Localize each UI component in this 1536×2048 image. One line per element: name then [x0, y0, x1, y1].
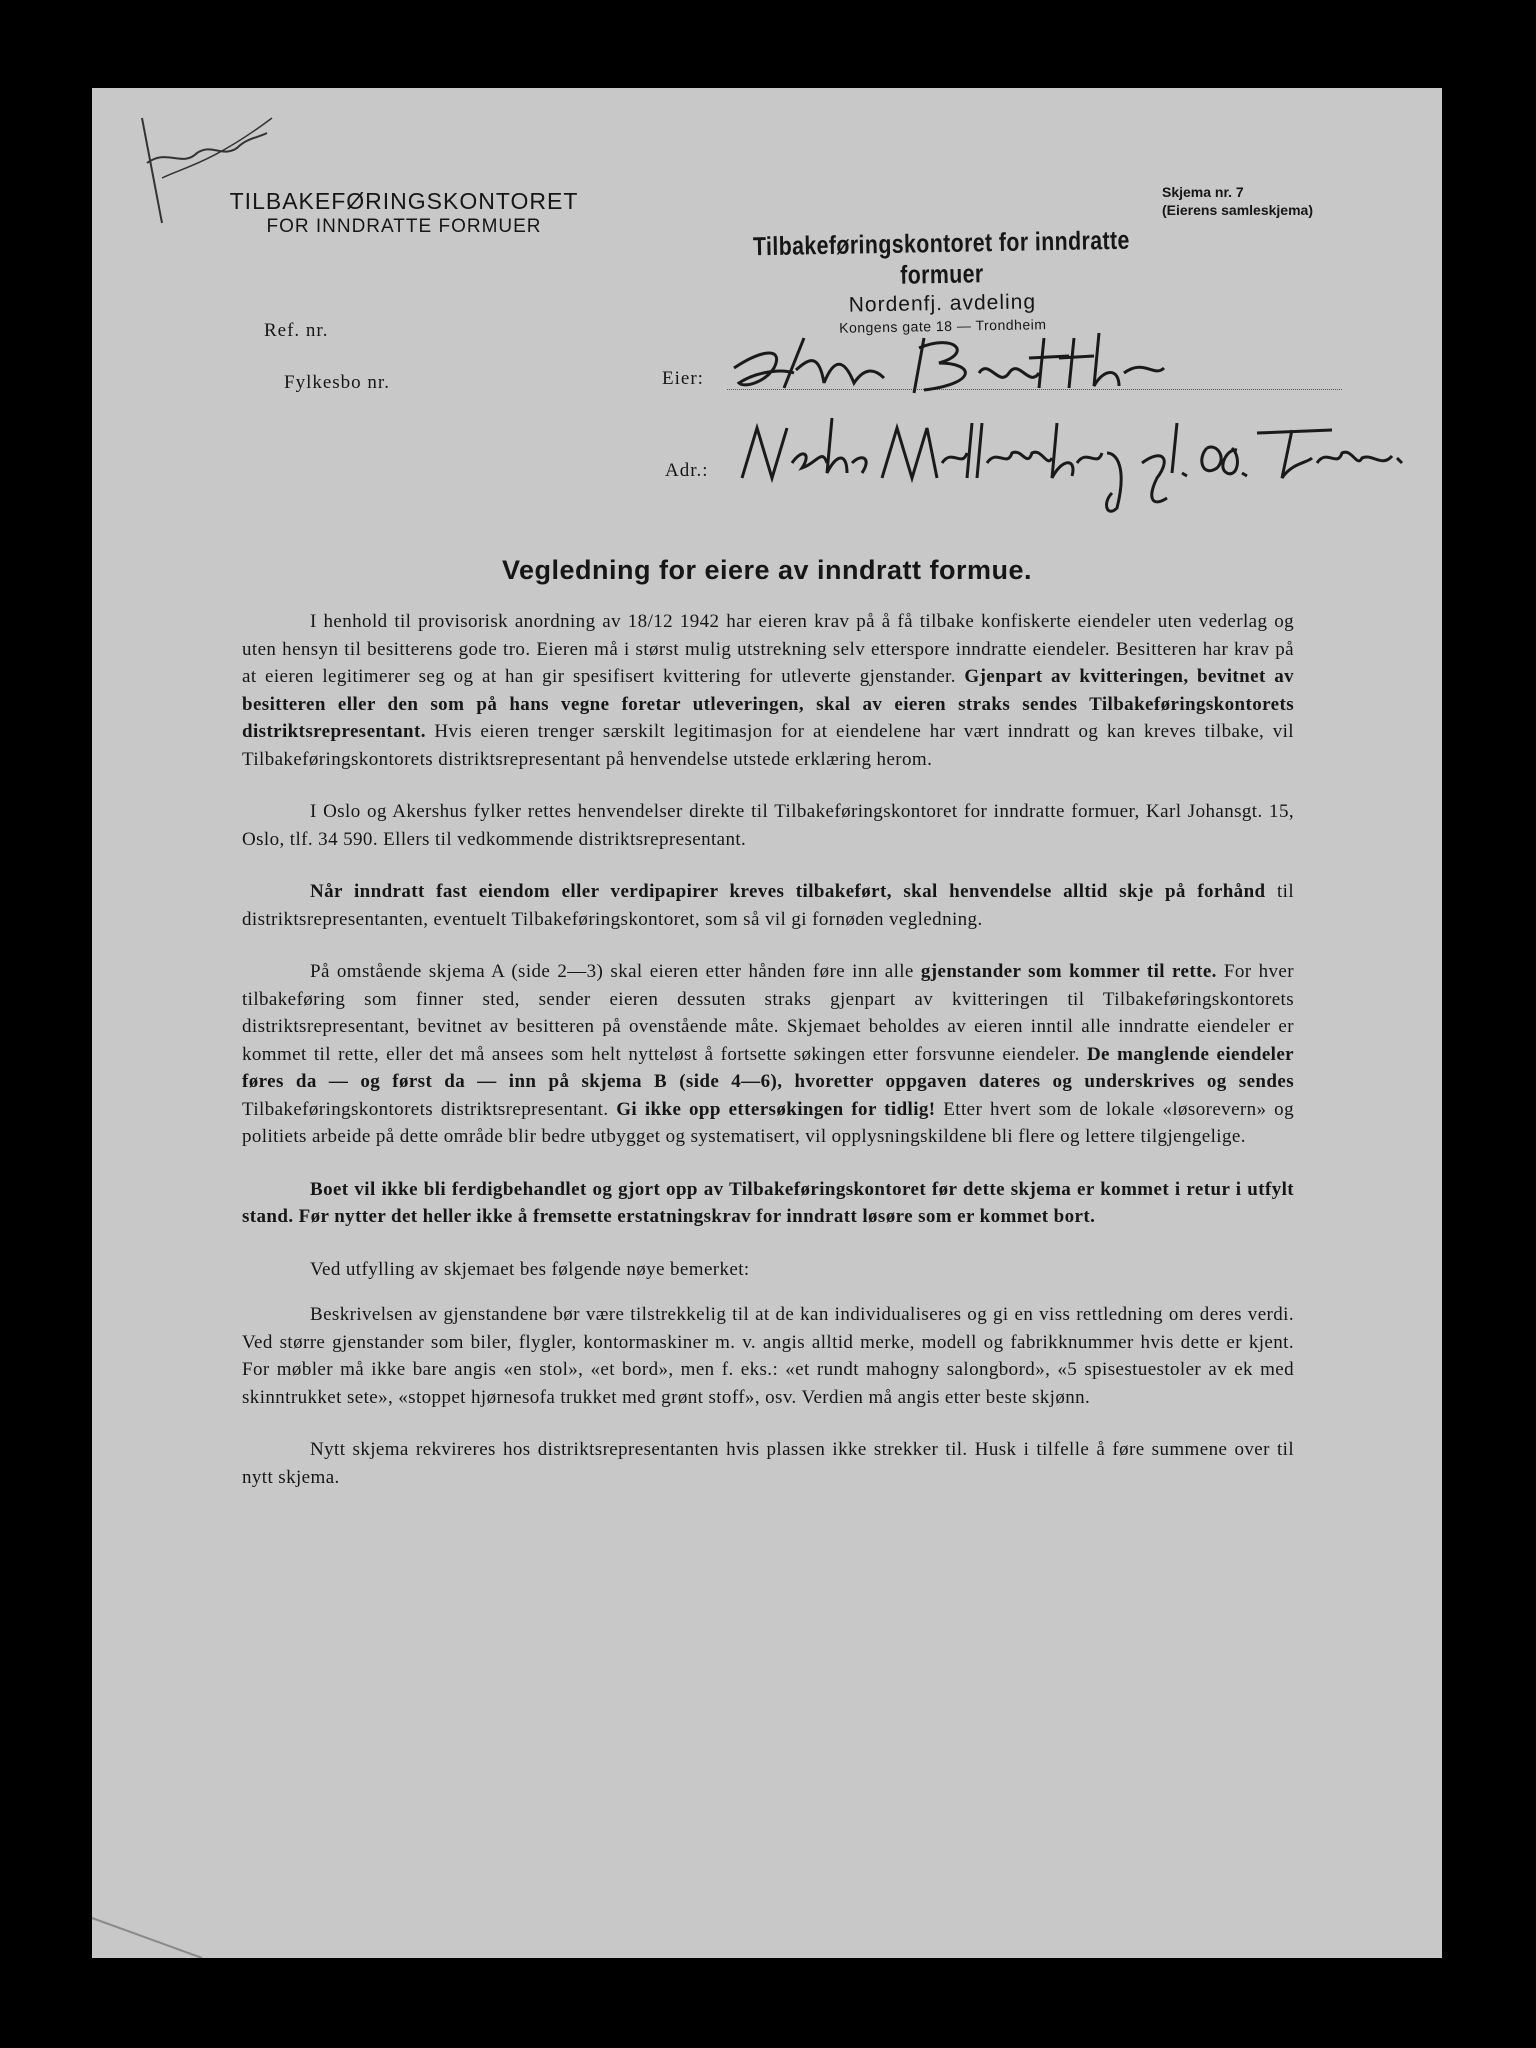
- ref-number-label: Ref. nr.: [264, 320, 329, 341]
- paragraph-1-text-c: Hvis eieren trenger særskilt legitimasjon for at eiendelene har vært inndratt og kan kreves tilbake, vil Tilbakeføringskontorets distriktsrepresentant på henvendelse utstede erklæring herom.: [242, 721, 1294, 770]
- office-name-line2: FOR INNDRATTE FORMUER: [266, 216, 542, 237]
- paragraph-4-emphasis-b: gjenstander som kommer til rette.: [920, 961, 1217, 982]
- paragraph-8: [242, 1436, 1294, 1491]
- paragraph-6: [242, 1256, 1294, 1284]
- paragraph-4-text-e: Tilbakeføringskontorets distriktsrepresentant.: [242, 1098, 617, 1120]
- owner-label: Eier:: [662, 368, 704, 389]
- office-stamp: [661, 223, 1223, 339]
- paragraph-4-text-a: På omstående skjema A (side 2—3) skal eieren etter hånden føre inn alle: [310, 961, 921, 982]
- paragraph-5-emphasis: Boet vil ikke bli ferdigbehandlet og gjort opp av Tilbakeføringskontoret før dette skjema er kommet i retur i utfylt stand. Før nytter det heller ikke å fremsette erstatningskrav for inndratt løsøre som er kommet bort.: [242, 1178, 1294, 1227]
- paragraph-1-text-a: I henhold til provisorisk anordning av 18/12 1942 har eieren krav på å få tilbake konfiskerte eiendeler uten vederlag og uten hensyn til besitterens gode tro. Eieren må i størst mulig utstrekning selv etterspore inndratte eiendeler. Besitteren har krav på at eieren legitimerer seg og at han gir spesifisert kvittering for utleverte gjenstander.: [242, 611, 1294, 687]
- stamp-line3: Kongens gate 18 — Trondheim: [839, 316, 1047, 336]
- paragraph-8-text: Nytt skjema rekvireres hos distriktsrepresentanten hvis plassen ikke strekker til. Husk i tilfelle å føre summene over til nytt skjema.: [242, 1439, 1294, 1488]
- paragraph-7: [242, 1301, 1294, 1411]
- paragraph-6-text: Ved utfylling av skjemaet bes følgende nøye bemerket:: [310, 1258, 750, 1280]
- paragraph-7-text: Beskrivelsen av gjenstandene bør være tilstrekkelig til at de kan individualiseres og gi en viss rettledning om deres verdi. Ved større gjenstander som biler, flygler, kontormaskiner m. v. angis alltid merke, modell og fabrikknummer hvis dette er kjent. For møbler må ikke bare angis «en stol», «et bord», men f. eks.: «et rundt mahogny salongbord», «5 spisestuestoler av ek med skinntrukket sete», «stoppet hjørnesofa trukket med grønt stoff», osv. Verdien må angis etter beste skjønn.: [242, 1304, 1294, 1408]
- owner-handwritten-signature: [724, 328, 1244, 408]
- paragraph-4-text-c: For hver tilbakeføring som finner sted, sender eieren dessuten straks gjenpart av kvitteringen til Tilbakeføringskontorets distriktsrepresentant, bevitnet av besitteren på ovenstående måte. Skjemaet beholdes av eieren inntil alle inndratte eiendeler er kommet til rette, eller det må ansees som helt nytteløst å fortsette søkingen etter forsvunne eiendeler.: [242, 961, 1294, 1065]
- address-label: Adr.:: [665, 460, 709, 481]
- instructions-body: [242, 608, 1294, 1516]
- issuing-office-header: [204, 188, 604, 238]
- paragraph-2-text: I Oslo og Akershus fylker rettes henvendelser direkte til Tilbakeføringskontoret for inndratte formuer, Karl Johansgt. 15, Oslo, tlf. 34 590. Ellers til vedkommende distriktsrepresentant.: [242, 801, 1294, 850]
- form-number: Skjema nr. 7: [1162, 184, 1244, 200]
- paragraph-4-text-g: Etter hvert som de lokale «løsorevern» og politiets arbeide på dette område blir bedre utbygget og systematisert, vil opplysningskildene bli flere og lettere tilgjengelige.: [242, 1098, 1294, 1147]
- paragraph-1: [242, 608, 1294, 773]
- form-number-block: [1162, 183, 1382, 219]
- document-page: [92, 88, 1442, 1958]
- paragraph-3-text: til distriktsrepresentanten, eventuelt Tilbakeføringskontoret, som så vil gi fornøden vegledning.: [242, 881, 1295, 930]
- paragraph-1-emphasis: Gjenpart av kvitteringen, bevitnet av besitteren eller den som på hans vegne foretar utleveringen, skal av eieren straks sendes Tilbakeføringskontorets distriktsrepresentant.: [242, 666, 1294, 742]
- paragraph-5: [242, 1176, 1294, 1231]
- paragraph-2: [242, 798, 1294, 853]
- paragraph-4: [242, 958, 1294, 1151]
- paragraph-3-emphasis: Når inndratt fast eiendom eller verdipapirer kreves tilbakeført, skal henvendelse alltid skje på forhånd: [310, 881, 1266, 902]
- paragraph-4-emphasis-d: De manglende eiendeler føres da — og først da — inn på skjema B (side 4—6), hvoretter oppgaven dateres og underskrives og sendes: [242, 1043, 1294, 1092]
- form-type: (Eierens samleskjema): [1162, 202, 1313, 218]
- stamp-line2: Nordenfj. avdeling: [848, 290, 1037, 317]
- paragraph-3: [242, 878, 1294, 933]
- fylkesbo-number-label: Fylkesbo nr.: [284, 372, 390, 393]
- document-title: Vegledning for eiere av inndratt formue.: [501, 555, 1033, 585]
- office-name-line1: TILBAKEFØRINGSKONTORET: [229, 188, 579, 214]
- address-handwritten: [732, 408, 1422, 518]
- corner-crease: [92, 1898, 212, 1958]
- paragraph-4-emphasis-f: Gi ikke opp ettersøkingen for tidlig!: [616, 1098, 936, 1120]
- stamp-line1: Tilbakeføringskontoret for inndratte formuer: [752, 224, 1130, 290]
